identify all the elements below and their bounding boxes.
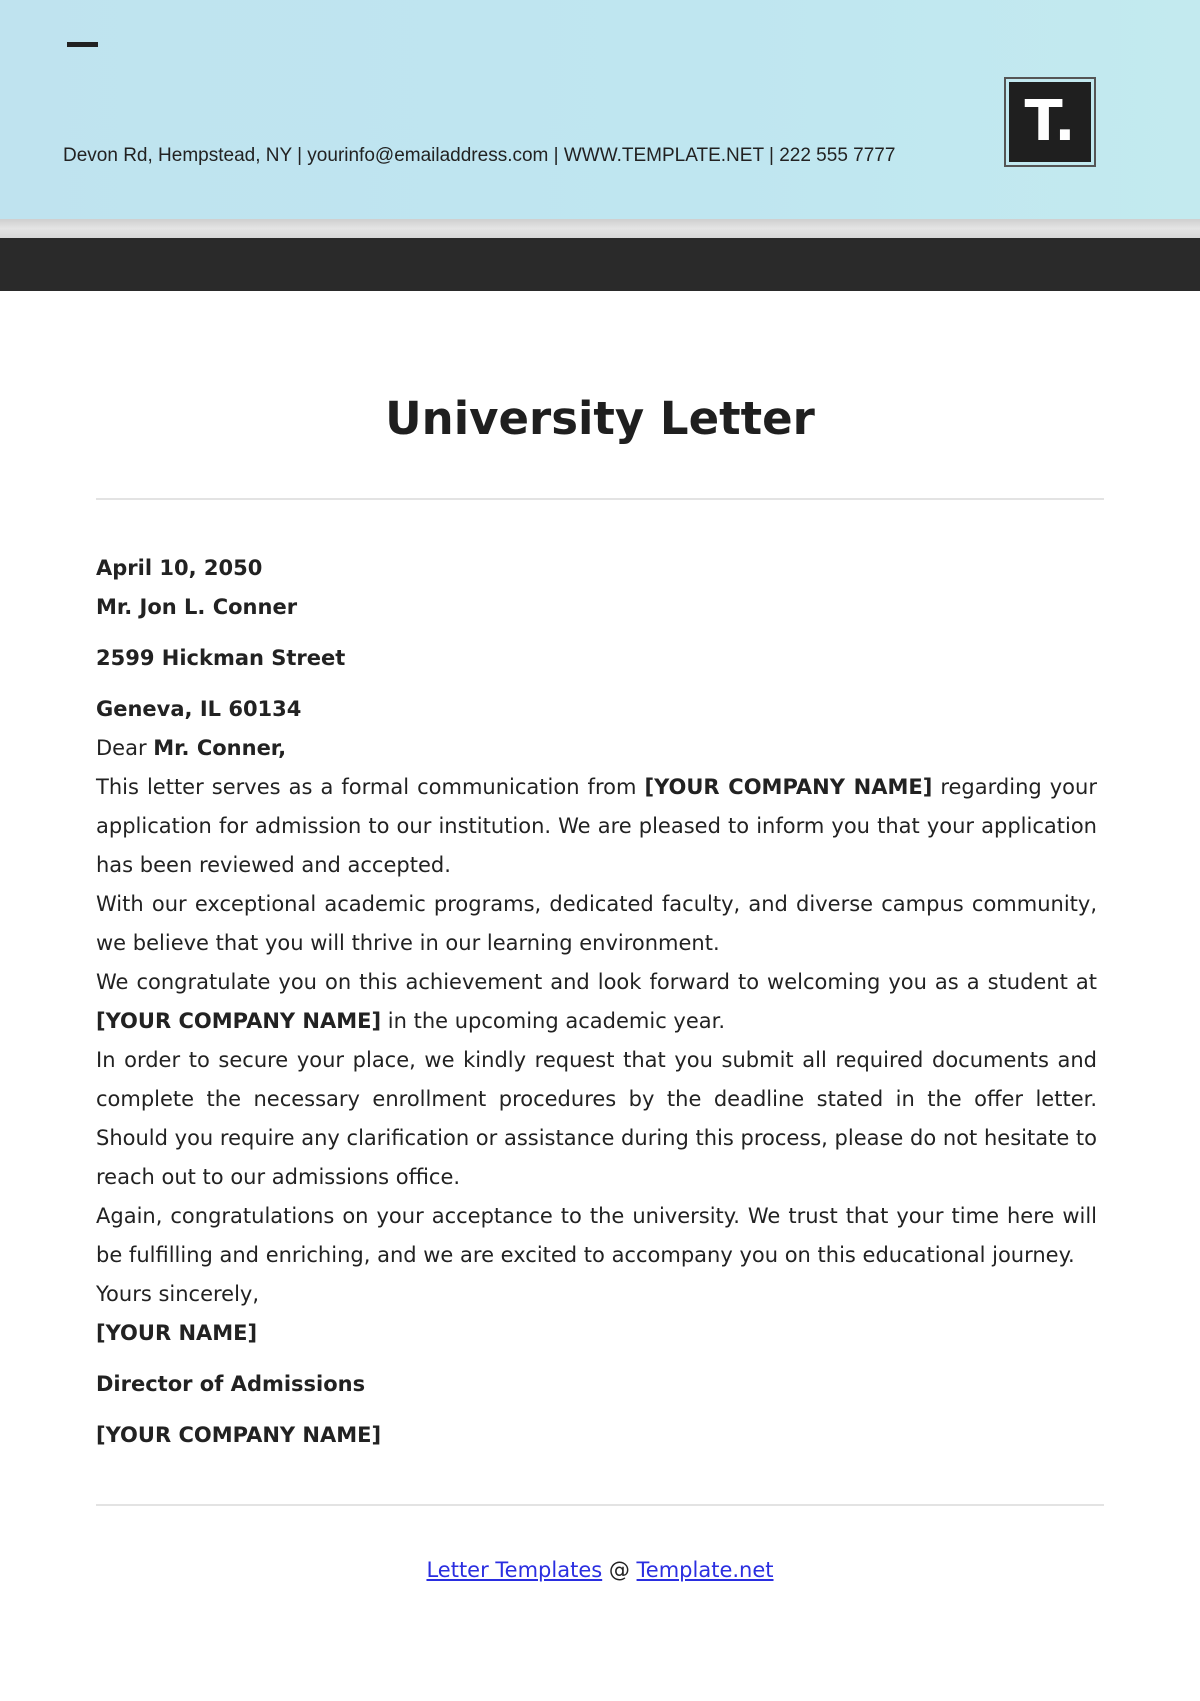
footer-divider — [96, 1504, 1104, 1506]
paragraph-3 — [96, 963, 1097, 1041]
paragraph-3-start: We congratulate you on this achievement and look forward to welcoming you as a student at — [96, 970, 1097, 994]
company-placeholder: [YOUR COMPANY NAME] — [96, 1009, 382, 1033]
paragraph-5: Again, congratulations on your acceptance to the university. We trust that your time here will be fulfilling and enriching, and we are excited to accompany you on this educational journey. — [96, 1204, 1097, 1267]
salutation-prefix: Dear — [96, 736, 154, 760]
header-gray-strip — [0, 219, 1200, 238]
template-net-link[interactable]: Template.net — [636, 1558, 774, 1582]
footer-separator: @ — [602, 1558, 637, 1582]
recipient-city: Geneva, IL 60134 — [96, 697, 302, 721]
paragraph-2: With our exceptional academic programs, dedicated faculty, and diverse campus community, we believe that you will thrive in our learning environment. — [96, 892, 1097, 955]
footer — [0, 1558, 1200, 1582]
header-dark-band — [0, 238, 1200, 291]
page-title: University Letter — [385, 392, 815, 445]
logo-text: T. — [1009, 82, 1091, 162]
sender-title: Director of Admissions — [96, 1372, 366, 1396]
contact-line: Devon Rd, Hempstead, NY | yourinfo@emailaddress.com | WWW.TEMPLATE.NET | 222 555 7777 — [63, 145, 896, 166]
salutation-name: Mr. Conner, — [153, 736, 287, 760]
recipient-street: 2599 Hickman Street — [96, 646, 346, 670]
header-band — [0, 0, 1200, 219]
company-placeholder: [YOUR COMPANY NAME] — [644, 775, 933, 799]
closing: Yours sincerely, — [96, 1282, 260, 1306]
recipient-name: Mr. Jon L. Conner — [96, 595, 298, 619]
title-divider — [96, 498, 1104, 500]
paragraph-3-end: in the upcoming academic year. — [381, 1009, 726, 1033]
paragraph-1-start: This letter serves as a formal communication from — [96, 775, 645, 799]
letter-body — [96, 549, 1097, 1455]
letter-templates-link[interactable]: Letter Templates — [426, 1558, 603, 1582]
paragraph-1 — [96, 768, 1097, 885]
paragraph-4: In order to secure your place, we kindly request that you submit all required documents and complete the necessary enrollment procedures by the deadline stated in the offer letter. Should you require any clarification or assistance during this process, please do not hesitate to reach out to our admissions office. — [96, 1048, 1097, 1189]
letter-date: April 10, 2050 — [96, 556, 263, 580]
sender-name: [YOUR NAME] — [96, 1321, 258, 1345]
paragraph-1-end: regarding your application for admission to our institution. We are pleased to inform you that your application has been reviewed and accepted. — [96, 775, 1097, 877]
salutation — [96, 729, 1097, 768]
sender-company: [YOUR COMPANY NAME] — [96, 1423, 382, 1447]
template-logo-icon — [1004, 77, 1096, 167]
header-dash-decoration — [67, 42, 98, 47]
